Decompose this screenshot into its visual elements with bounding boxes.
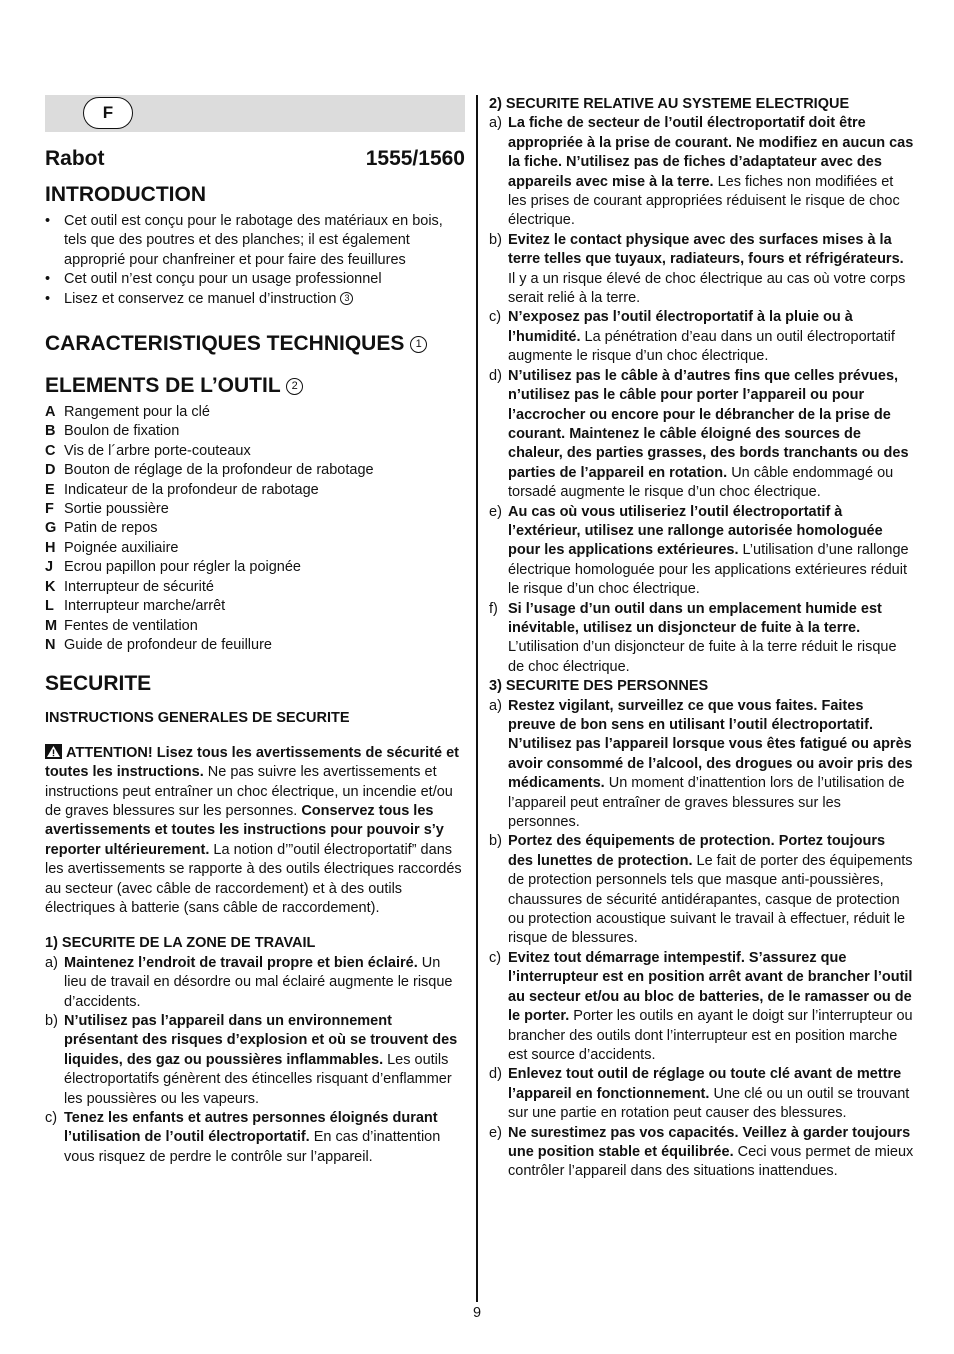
item-letter: a) bbox=[45, 954, 58, 971]
list-item bbox=[489, 949, 914, 1065]
list-item: • Lisez et conservez ce manuel d’instruction 3 bbox=[45, 290, 465, 309]
item-letter: d) bbox=[489, 367, 502, 384]
intro-list bbox=[45, 212, 465, 309]
item-letter: c) bbox=[489, 309, 502, 326]
part-item bbox=[45, 500, 465, 519]
list-item bbox=[489, 1124, 914, 1182]
part-label: Ecrou papillon pour régler la poignée bbox=[64, 559, 301, 576]
figure-ref: 2 bbox=[286, 378, 303, 395]
list-item bbox=[489, 231, 914, 309]
part-label: Fentes de ventilation bbox=[64, 617, 198, 634]
item-text: Au cas où vous utiliseriez l’outil électroportatif à l’extérieur, utilisez une rallonge autorisée homologuée pour les applications extérieures. L’utilisation d’une rallonge électrique homologuée pour les applications extérieures réduit le risque d’un choc électrique. bbox=[508, 503, 909, 598]
part-item bbox=[45, 422, 465, 441]
part-item bbox=[45, 442, 465, 461]
part-label: Guide de profondeur de feuillure bbox=[64, 636, 272, 653]
right-column bbox=[489, 95, 914, 1182]
zone-heading: 1) SECURITE DE LA ZONE DE TRAVAIL bbox=[45, 935, 316, 952]
item-text: N’utilisez pas l’appareil dans un environnement présentant des risques d’explosion et où se trouvent des liquides, des gaz ou poussières inflammables. Les outils électroportatifs génèrent des étincelles risquant d’enflammer les poussières ou les vapeurs. bbox=[64, 1013, 458, 1107]
part-label: Poignée auxiliaire bbox=[64, 539, 179, 556]
warning-icon bbox=[45, 744, 62, 759]
list-item bbox=[489, 308, 914, 366]
item-text: Maintenez l’endroit de travail propre et bien éclairé. Un lieu de travail en désordre ou mal éclairé augmente le risque d’accidents. bbox=[64, 954, 453, 1010]
part-key: K bbox=[45, 578, 56, 595]
part-label: Rangement pour la clé bbox=[64, 404, 210, 421]
part-label: Boulon de fixation bbox=[64, 423, 180, 440]
list-item bbox=[489, 832, 914, 948]
list-item bbox=[489, 1065, 914, 1123]
item-text: Restez vigilant, surveillez ce que vous faites. Faites preuve de bon sens en utilisant l’outil électroportatif. N’utilisez pas l’appareil lorsque vous êtes fatigué ou après avoir consommé de l’alcool, des drogues ou avoir pris des médicaments. Un moment d’inattention lors de l’utilisation de l’appareil peut entraîner de graves blessures sur les personnes. bbox=[508, 697, 913, 831]
part-label: Indicateur de la profondeur de rabotage bbox=[64, 481, 319, 498]
part-item bbox=[45, 617, 465, 636]
item-text: La fiche de secteur de l’outil électroportatif doit être appropriée à la prise de courant. Ne modifiez en aucun cas la fiche. N’utilisez pas de fiches d’adaptateur avec des appareils avec mise à la terre. Les fiches non modifiées et les prises de courant appropriées réduisent le risque de choc électrique. bbox=[508, 115, 914, 229]
item-letter: d) bbox=[489, 1066, 502, 1083]
personal-heading: 3) SECURITE DES PERSONNES bbox=[489, 678, 709, 695]
item-letter: e) bbox=[489, 1124, 502, 1141]
part-key: M bbox=[45, 617, 58, 634]
part-label: Vis de l´arbre porte-couteaux bbox=[64, 442, 251, 459]
list-item: • Cet outil n’est conçu pour un usage professionnel bbox=[45, 270, 465, 289]
part-key: C bbox=[45, 442, 56, 459]
product-model: 1555/1560 bbox=[365, 147, 465, 170]
item-text: N’exposez pas l’outil électroportatif à la pluie ou à l’humidité. La pénétration d’eau dans un outil électroportatif augmente le risque d’un choc électrique. bbox=[508, 309, 895, 365]
part-key: H bbox=[45, 539, 56, 556]
electrical-items bbox=[489, 114, 914, 677]
part-item bbox=[45, 403, 465, 422]
item-letter: a) bbox=[489, 697, 502, 714]
item-text: Portez des équipements de protection. Portez toujours des lunettes de protection. Le fait de porter des équipements de protection personnels tels que masque anti-poussières, chaussures de sécurité antidérapantes, casque de protection ou protection acoustique suivant le travail à effectuer, réduit le risque de blessures. bbox=[508, 833, 913, 947]
part-key: J bbox=[45, 559, 54, 576]
item-text: Evitez tout démarrage intempestif. S’assurez que l’interrupteur est en position arrêt avant de brancher l’outil au secteur et/ou au bloc de batteries, de le ramasser ou de le porter. Porter les outils en ayant le doigt sur l’interrupteur ou brancher des outils dont l’interrupteur est en position marche est source d’accidents. bbox=[508, 949, 913, 1063]
item-text: Enlevez tout outil de réglage ou toute clé avant de mettre l’appareil en fonctionnement. Une clé ou un outil se trouvant sur une partie en rotation peut causer des blessures. bbox=[508, 1066, 910, 1122]
elements-heading: ELEMENTS DE L’OUTIL 2 bbox=[45, 373, 465, 399]
item-letter: e) bbox=[489, 503, 502, 520]
part-key: B bbox=[45, 423, 56, 440]
list-item bbox=[45, 1109, 465, 1167]
list-item bbox=[489, 367, 914, 503]
part-key: G bbox=[45, 520, 57, 537]
intro-heading: INTRODUCTION bbox=[45, 183, 206, 206]
language-bar bbox=[45, 95, 465, 132]
electrical-heading: 2) SECURITE RELATIVE AU SYSTEME ELECTRIQUE bbox=[489, 96, 850, 112]
part-item bbox=[45, 558, 465, 577]
part-key: L bbox=[45, 598, 54, 615]
item-letter: a) bbox=[489, 115, 502, 132]
list-item: • Cet outil est conçu pour le rabotage des matériaux en bois, tels que des poutres et des planches; il est également approprié pour chanfreiner et pour faire des feuillures bbox=[45, 212, 465, 270]
securite-heading: SECURITE bbox=[45, 672, 152, 696]
list-item bbox=[489, 114, 914, 230]
part-item bbox=[45, 519, 465, 538]
item-letter: b) bbox=[489, 833, 502, 850]
item-text: Si l’usage d’un outil dans un emplacement humide est inévitable, utilisez un disjoncteur de fuite à la terre. L’utilisation d’un disjoncteur de fuite à la terre réduit le risque de choc électrique. bbox=[508, 600, 897, 675]
personal-items bbox=[489, 697, 914, 1182]
page-number: 9 bbox=[472, 1305, 482, 1321]
part-label: Patin de repos bbox=[64, 520, 158, 537]
list-item bbox=[489, 697, 914, 833]
parts-list bbox=[45, 403, 465, 655]
column-divider bbox=[476, 95, 478, 1302]
item-text: Ne surestimez pas vos capacités. Veillez à garder toujours une position stable et équilibrée. Ceci vous permet de mieux contrôler l’appareil dans des situations inattendues. bbox=[508, 1124, 914, 1180]
part-label: Sortie poussière bbox=[64, 501, 169, 518]
item-letter: c) bbox=[489, 949, 502, 966]
part-label: Interrupteur marche/arrêt bbox=[64, 598, 226, 615]
part-item bbox=[45, 636, 465, 655]
list-item bbox=[45, 954, 465, 1012]
general-safety-heading: INSTRUCTIONS GENERALES DE SECURITE bbox=[45, 710, 350, 727]
part-item bbox=[45, 481, 465, 500]
language-badge: F bbox=[83, 97, 133, 129]
part-label: Interrupteur de sécurité bbox=[64, 578, 214, 595]
part-key: D bbox=[45, 462, 56, 479]
item-text: N’utilisez pas le câble à d’autres fins que celles prévues, n’utilisez pas le câble pour porter l’appareil ou pour l’accrocher ou encore pour le débrancher de la prise de courant. Maintenez le câble éloigné des sources de chaleur, des parties grasses, des bords tranchants ou des parties de l’appareil en rotation. Un câble endommagé ou torsadé augmente le risque d’un choc électrique. bbox=[508, 367, 909, 501]
part-key: A bbox=[45, 404, 56, 421]
item-text: Tenez les enfants et autres personnes éloignés durant l’utilisation de l’outil électroportatif. En cas d’inattention vous risquez de perdre le contrôle sur l’appareil. bbox=[64, 1110, 441, 1165]
part-item bbox=[45, 597, 465, 616]
item-letter: c) bbox=[45, 1110, 58, 1127]
product-title: Rabot bbox=[45, 147, 105, 170]
part-key: F bbox=[45, 501, 54, 518]
part-item bbox=[45, 578, 465, 597]
figure-ref: 1 bbox=[410, 336, 427, 353]
carac-heading: CARACTERISTIQUES TECHNIQUES 1 bbox=[45, 331, 465, 357]
list-item bbox=[489, 600, 914, 678]
list-item bbox=[489, 503, 914, 600]
part-label: Bouton de réglage de la profondeur de rabotage bbox=[64, 462, 374, 479]
title-row bbox=[45, 147, 465, 171]
part-key: N bbox=[45, 636, 56, 653]
item-letter: f) bbox=[489, 600, 498, 617]
figure-ref: 3 bbox=[340, 292, 353, 305]
item-letter: b) bbox=[45, 1013, 58, 1029]
list-item bbox=[45, 1012, 465, 1109]
zone-items bbox=[45, 954, 465, 1167]
part-item bbox=[45, 461, 465, 480]
part-key: E bbox=[45, 481, 55, 498]
item-letter: b) bbox=[489, 231, 502, 248]
part-item bbox=[45, 539, 465, 558]
item-text: Evitez le contact physique avec des surfaces mises à la terre telles que tuyaux, radiateurs, fours et réfrigérateurs. Il y a un risque élevé de choc électrique au cas où votre corps serait relié à la terre. bbox=[508, 231, 906, 307]
left-column bbox=[45, 95, 465, 1167]
warning-paragraph: ATTENTION! Lisez tous les avertissements de sécurité et toutes les instructions. Ne pas suivre les avertissements et instructions peut entraîner un choc électrique, un incendie et/ou de graves blessures sur les personnes. Conservez tous les avertissements et toutes les instructions pour pouvoir s’y reporter ultérieurement. La notion d’”outil électroportatif” dans les avertissements se rapporte à des outils électriques raccordés au secteur (avec câble de raccordement) et à des outils électriques à batterie (sans câble de raccordement). bbox=[45, 744, 462, 916]
